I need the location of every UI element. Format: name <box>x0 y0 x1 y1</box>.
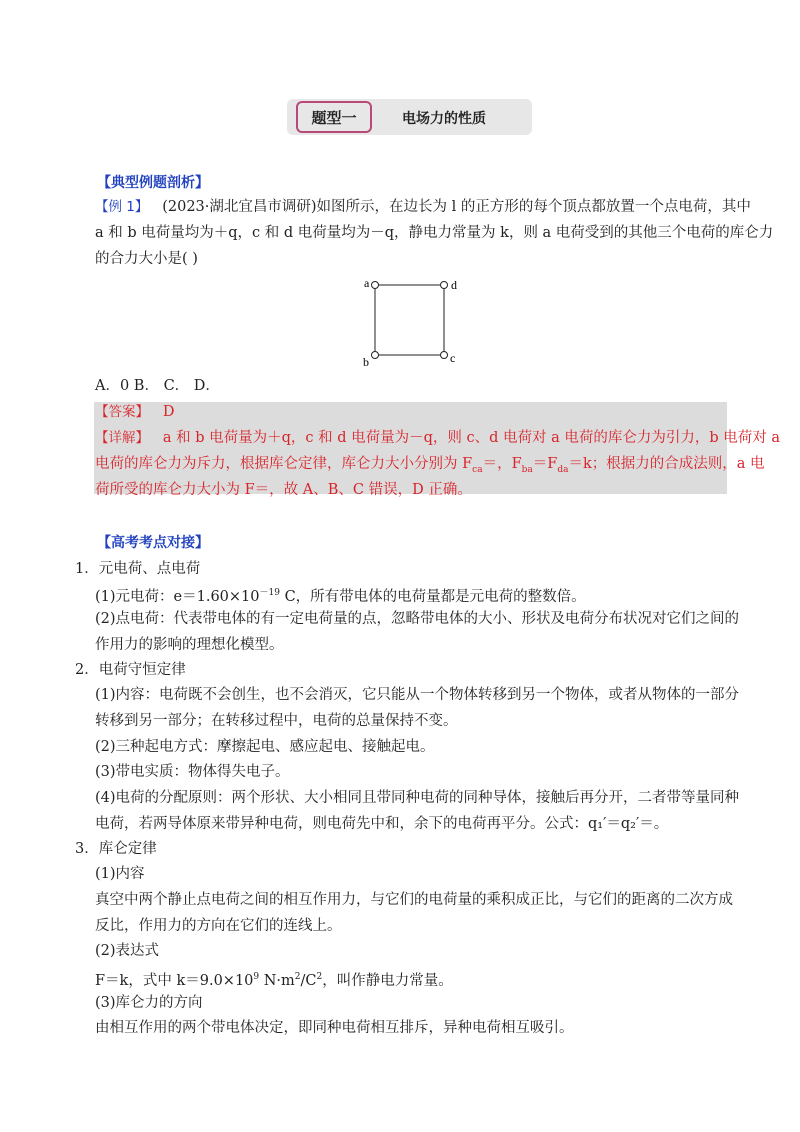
formula-sup1: 9 <box>253 972 260 982</box>
point-1-1-a: (1)元电荷：e＝1.60×10 <box>95 588 260 605</box>
charge-b-dot <box>372 352 379 359</box>
point-2-1b: 转移到另一部分；在转移过程中，电荷的总量保持不变。 <box>95 713 458 729</box>
point-2-4a: (4)电荷的分配原则：两个形状、大小相同且带同种电荷的同种导体，接触后再分开，二者带等量同种 <box>95 790 740 806</box>
point-3-1c: 反比，作用力的方向在它们的连线上。 <box>95 918 342 934</box>
point-3-3: (3)库仑力的方向 <box>95 995 203 1011</box>
square-charge-figure <box>358 274 468 370</box>
formula-sup2: 2 <box>294 972 301 982</box>
label-a: a <box>364 276 370 290</box>
exam-item-3 <box>75 836 157 862</box>
charge-a-dot <box>372 282 379 289</box>
point-1-2a: (2)点电荷：代表带电体的有一定电荷量的点，忽略带电体的大小、形状及电荷分布状况对它们之间的 <box>95 611 740 627</box>
formula-a: F＝k，式中 k＝9.0×10 <box>95 972 254 989</box>
example-label: 【例 1】 <box>95 199 149 215</box>
point-1-1-sup: －19 <box>259 588 280 598</box>
point-2-2: (2)三种起电方式：摩擦起电、感应起电、接触起电。 <box>95 739 435 755</box>
point-3-1b: 真空中两个静止点电荷之间的相互作用力，与它们的电荷量的乘积成正比，与它们的距离的二次方成 <box>95 892 733 908</box>
label-b: b <box>363 355 369 369</box>
detail-text-2d: ＝k；根据力的合成法则，a 电 <box>568 456 765 472</box>
detail-sub-da: da <box>557 464 569 475</box>
label-c: c <box>450 351 456 365</box>
point-2-1a: (1)内容：电荷既不会创生，也不会消灭，它只能从一个物体转移到另一个物体，或者从物体的一部分 <box>95 687 740 703</box>
detail-label: 【详解】 <box>95 430 149 446</box>
exam-item-1 <box>75 556 200 582</box>
formula-sup3: 2 <box>316 972 323 982</box>
topic-type-label: 题型一 <box>296 101 372 133</box>
point-3-3a: 由相互作用的两个带电体决定，即同种电荷相互排斥，异种电荷相互吸引。 <box>95 1020 574 1036</box>
detail-line-1 <box>95 425 780 451</box>
question-text-1: (2023·湖北宜昌市调研)如图所示，在边长为 l 的正方形的每个顶点都放置一个点电荷，其中 <box>162 199 751 215</box>
formula-c: /C <box>300 972 317 989</box>
exam-item-3-title: 库仑定律 <box>98 841 157 857</box>
point-2-3: (3)带电实质：物体得失电子。 <box>95 764 290 780</box>
exam-item-1-num: 1． <box>75 561 99 577</box>
answer-options: A．0 B． C． D． <box>95 378 220 394</box>
point-2-4b: 电荷，若两导体原来带异种电荷，则电荷先中和，余下的电荷再平分。公式：q₁′＝q₂′＝。 <box>95 816 669 832</box>
exam-item-2-num: 2． <box>75 662 99 678</box>
question-line-3: 的合力大小是( ) <box>95 251 198 267</box>
exam-item-2 <box>75 657 186 683</box>
exam-item-3-num: 3． <box>75 841 99 857</box>
square-outline <box>375 285 444 355</box>
answer-line <box>95 399 174 425</box>
charge-d-dot <box>441 282 448 289</box>
question-line-1 <box>95 194 751 220</box>
detail-text-2a: 电荷的库仑力为斥力，根据库仑定律，库仑力大小分别为 F <box>95 456 473 472</box>
topic-title: 电场力的性质 <box>402 111 486 127</box>
formula-b: N·m <box>259 972 295 989</box>
example-section-heading: 【典型例题剖析】 <box>97 175 209 191</box>
detail-text-2c: ＝F <box>532 456 558 472</box>
exam-item-1-title: 元电荷、点电荷 <box>98 561 201 577</box>
point-1-2b: 作用力的影响的理想化模型。 <box>95 637 284 653</box>
detail-sub-ca: ca <box>472 464 483 475</box>
charge-c-dot <box>441 352 448 359</box>
detail-text-1: a 和 b 电荷量为＋q，c 和 d 电荷量为－q，则 c、d 电荷对 a 电荷的库仑力为引力，b 电荷对 a <box>162 430 781 446</box>
exam-section-heading: 【高考考点对接】 <box>97 535 209 551</box>
detail-sub-ba: ba <box>521 464 533 475</box>
question-line-2: a 和 b 电荷量均为＋q，c 和 d 电荷量均为－q，静电力常量为 k，则 a 电荷受到的其他三个电荷的库仑力 <box>95 225 774 241</box>
point-1-1-b: C，所有带电体的电荷量都是元电荷的整数倍。 <box>279 588 586 605</box>
detail-line-3: 荷所受的库仑力大小为 F＝，故 A、B、C 错误，D 正确。 <box>95 482 472 498</box>
point-3-2: (2)表达式 <box>95 943 160 959</box>
label-d: d <box>451 278 457 292</box>
detail-text-2b: ＝，F <box>482 456 522 472</box>
answer-value: D <box>162 404 175 420</box>
formula-d: ，叫作静电力常量。 <box>322 972 453 989</box>
point-3-1: (1)内容 <box>95 866 145 882</box>
exam-item-2-title: 电荷守恒定律 <box>98 662 186 678</box>
answer-label: 【答案】 <box>95 404 149 420</box>
